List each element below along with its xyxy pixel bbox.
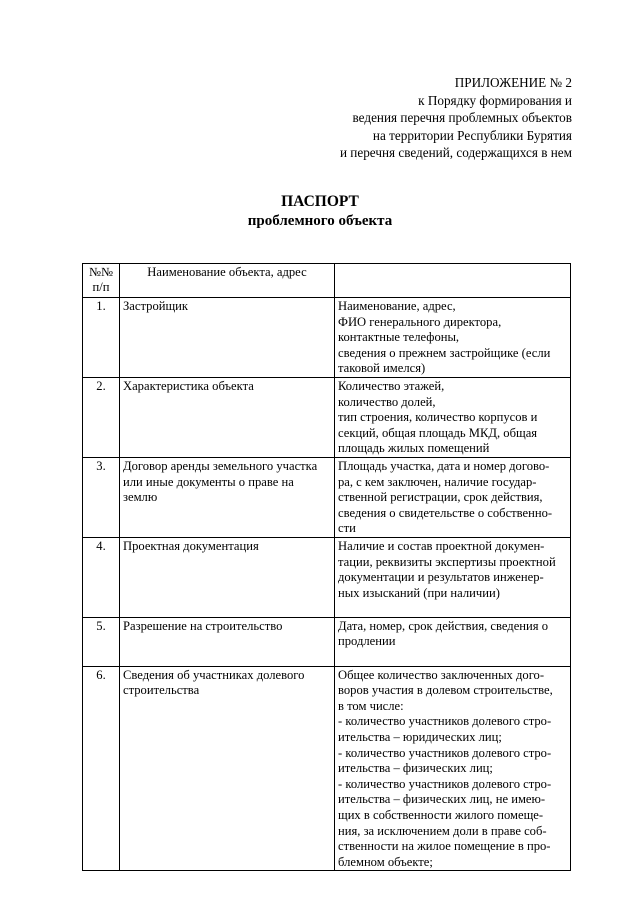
row-name-cell xyxy=(120,666,335,871)
row-description-line: ственной регистрации, срок действия, xyxy=(338,490,543,505)
row-description-line: блемном объекте; xyxy=(338,854,433,869)
row-description-line: Дата, номер, срок действия, сведения о xyxy=(338,618,549,633)
row-description-line: щих в собственности жилого помеще- xyxy=(338,808,544,822)
row-description-line: ния, за исключением доли в праве соб- xyxy=(338,823,547,838)
row-description-line: ительства – физических лиц; xyxy=(338,761,493,776)
row-description-line xyxy=(338,601,567,617)
appendix-header xyxy=(340,74,572,162)
row-description-line: Наименование, адрес, xyxy=(338,299,456,313)
row-name-line: или иные документы о праве на xyxy=(123,474,294,489)
row-name-line: Договор аренды земельного участка xyxy=(123,458,318,473)
row-description-line: Общее количество заключенных дого- xyxy=(338,667,545,682)
row-description-line: площадь жилых помещений xyxy=(338,441,490,456)
row-name-cell xyxy=(120,377,335,457)
row-number: 3. xyxy=(83,457,120,537)
row-description-line: ительства – физических лиц, не имею- xyxy=(338,792,546,807)
document-title: ПАСПОРТ xyxy=(281,193,359,210)
row-description-cell xyxy=(335,666,571,871)
row-description-line: ра, с кем заключен, наличие государ- xyxy=(338,474,537,489)
row-description-line: сведения о свидетельстве о собственно- xyxy=(338,505,553,520)
row-name-line: Характеристика объекта xyxy=(123,378,254,393)
header-description-cell xyxy=(335,264,571,298)
header-number-label: №№ xyxy=(88,265,114,279)
row-description-line: сти xyxy=(338,521,356,536)
passport-table xyxy=(82,263,571,871)
row-number: 4. xyxy=(83,537,120,617)
row-description-cell xyxy=(335,537,571,617)
appendix-line: на территории Республики Бурятия xyxy=(372,127,572,143)
row-number: 2. xyxy=(83,377,120,457)
row-name-line: строительства xyxy=(123,683,200,698)
row-name-cell xyxy=(120,617,335,666)
document-subtitle: проблемного объекта xyxy=(247,213,393,229)
row-description-line: ФИО генерального директора, xyxy=(338,314,502,329)
row-description-line: воров участия в долевом строительстве, xyxy=(338,683,553,698)
row-name-line: Сведения об участниках долевого xyxy=(123,667,305,682)
row-name-line: Застройщик xyxy=(123,299,189,313)
row-description-line: Количество этажей, xyxy=(338,378,445,393)
row-description-line: документации и результатов инженер- xyxy=(338,570,544,585)
row-name-cell xyxy=(120,298,335,378)
row-description-line: сведения о прежнем застройщике (если xyxy=(338,345,551,360)
table-row xyxy=(83,298,571,378)
row-description-line: количество долей, xyxy=(338,394,436,409)
row-number: 5. xyxy=(83,617,120,666)
row-description-line: - количество участников долевого стро- xyxy=(338,714,552,729)
table-row xyxy=(83,457,571,537)
row-description-line: секций, общая площадь МКД, общая xyxy=(338,425,538,440)
row-description-cell xyxy=(335,377,571,457)
row-description-line: - количество участников долевого стро- xyxy=(338,776,552,791)
row-description-cell xyxy=(335,457,571,537)
row-number: 1. xyxy=(83,298,120,378)
row-description-line: тации, реквизиты экспертизы проектной xyxy=(338,554,556,569)
row-description-line: продлении xyxy=(338,634,396,649)
row-description-line: тип строения, количество корпусов и xyxy=(338,410,538,425)
row-description-line: ственности на жилое помещение в про- xyxy=(338,839,551,854)
row-description-line: Наличие и состав проектной докумен- xyxy=(338,538,545,553)
header-name-cell xyxy=(120,264,335,298)
row-name-line: землю xyxy=(123,490,158,505)
row-description-line: в том числе: xyxy=(338,698,404,713)
header-name-label: Наименование объекта, адрес xyxy=(147,265,307,279)
table-row xyxy=(83,617,571,666)
row-name-cell xyxy=(120,457,335,537)
row-description-line: таковой имелся) xyxy=(338,361,426,376)
appendix-line: ведения перечня проблемных объектов xyxy=(352,110,572,125)
header-number-cell xyxy=(83,264,120,298)
row-description-line: - количество участников долевого стро- xyxy=(338,745,552,760)
appendix-line: ПРИЛОЖЕНИЕ № 2 xyxy=(454,75,572,90)
table-row xyxy=(83,537,571,617)
row-description-line: ных изысканий (при наличии) xyxy=(338,585,500,600)
appendix-line: и перечня сведений, содержащихся в нем xyxy=(339,145,572,160)
row-description-line xyxy=(338,650,567,666)
row-number: 6. xyxy=(83,666,120,871)
table-row xyxy=(83,666,571,871)
row-description-line: Площадь участка, дата и номер догово- xyxy=(338,458,550,473)
row-description-line: ительства – юридических лиц; xyxy=(338,730,502,745)
row-name-cell xyxy=(120,537,335,617)
row-description-cell xyxy=(335,298,571,378)
row-name-line: Разрешение на строительство xyxy=(123,618,283,633)
table-row xyxy=(83,377,571,457)
header-number-sublabel: п/п xyxy=(92,280,110,294)
table-header-row xyxy=(83,264,571,298)
appendix-line: к Порядку формирования и xyxy=(418,92,572,108)
row-name-line: Проектная документация xyxy=(123,538,259,553)
row-description-cell xyxy=(335,617,571,666)
row-description-line: контактные телефоны, xyxy=(338,330,460,345)
